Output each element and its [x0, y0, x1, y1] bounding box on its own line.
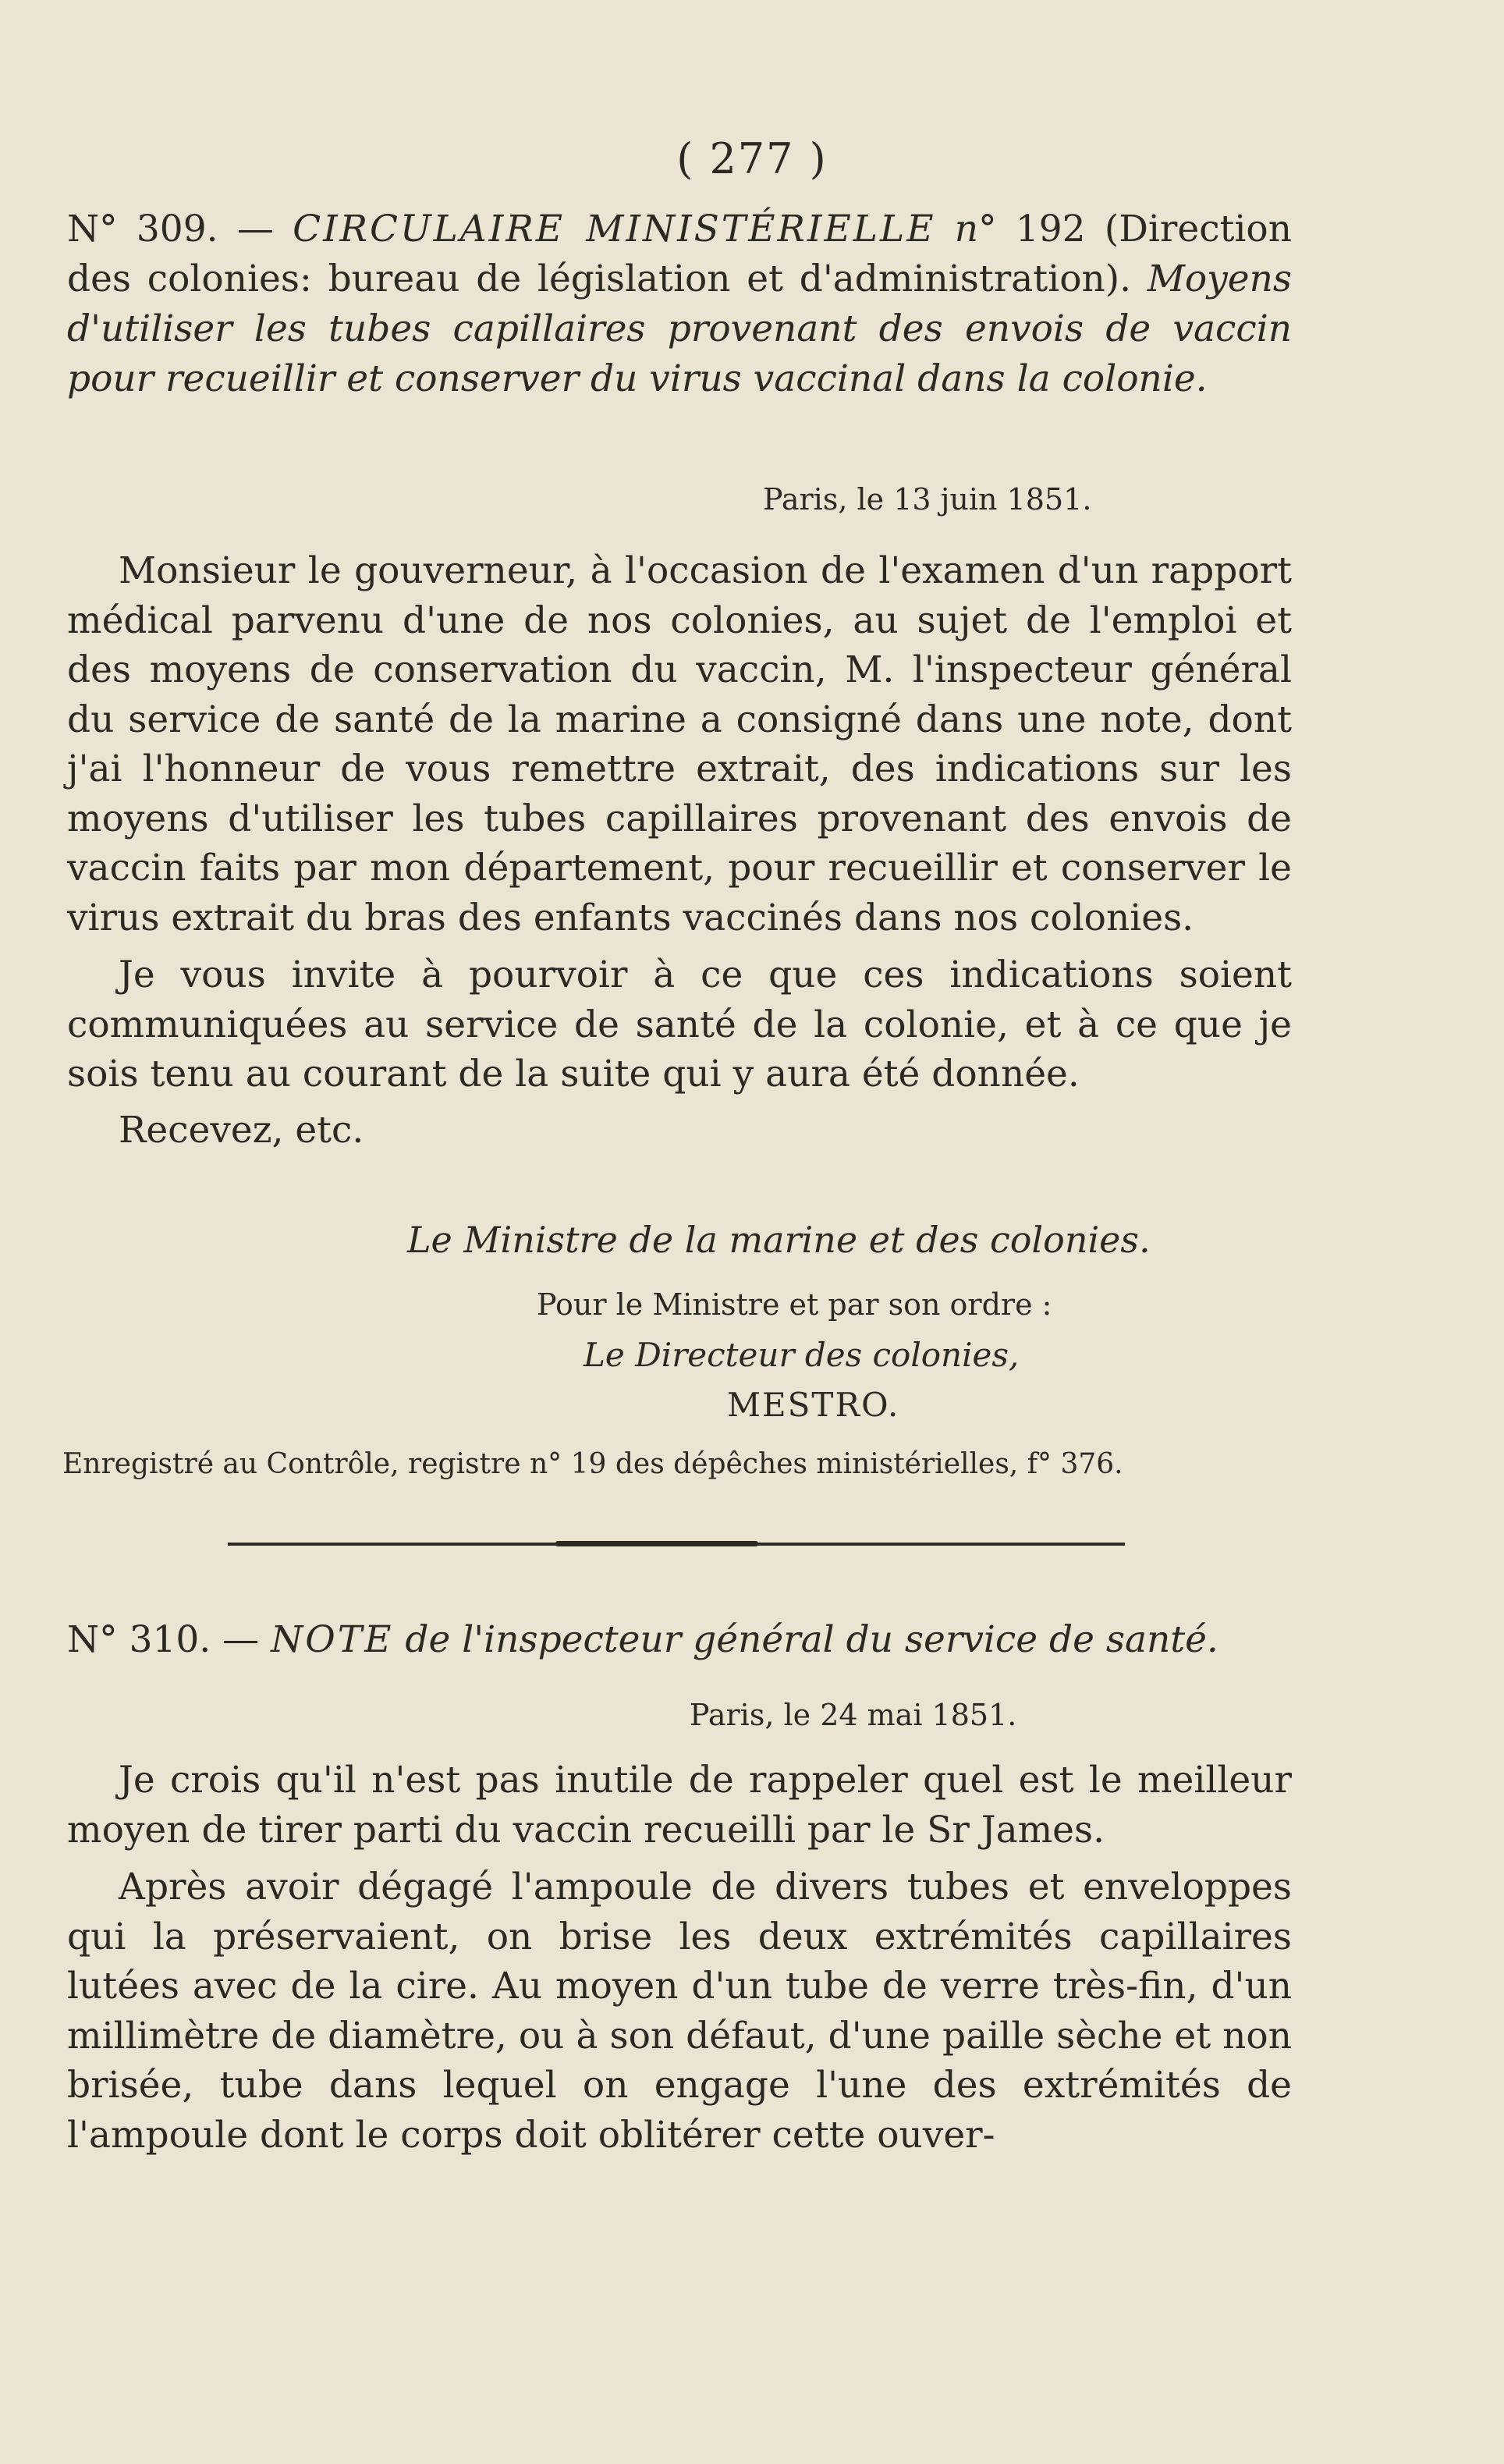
doc310-body — [67, 1756, 1292, 2160]
page-number: ( 277 ) — [676, 134, 828, 183]
doc310-heading-title: NOTE — [271, 1618, 394, 1661]
doc309-heading-subject: Moyens d'utiliser les tubes capillaires provenant des envois de vaccin pour recueillir et conserver du virus vaccinal dans la colonie. — [67, 257, 1292, 400]
doc310-heading-rest: de l'inspecteur général du service de santé. — [393, 1618, 1218, 1661]
doc309-signature-name: MESTRO. — [727, 1386, 900, 1424]
doc309-body — [67, 546, 1292, 1155]
doc310-heading-prefix: N° 310. — — [67, 1618, 271, 1661]
section-divider — [228, 1543, 1125, 1546]
doc309-heading-num-value: 192 — [1015, 208, 1086, 250]
doc309-register-note: Enregistré au Contrôle, registre n° 19 des dépêches ministérielles, f° 376. — [62, 1448, 1123, 1480]
doc310-dateline: Paris, le 24 mai 1851. — [690, 1698, 1017, 1732]
doc309-heading — [67, 204, 1292, 404]
doc309-signature-director: Le Directeur des colonies, — [584, 1336, 1020, 1374]
doc310-paragraph: Je crois qu'il n'est pas inutile de rappeler quel est le meilleur moyen de tirer parti du vaccin recueilli par le Sr James. — [67, 1759, 1292, 1852]
doc309-paragraph: Monsieur le gouverneur, à l'occasion de l'examen d'un rapport médical parvenu d'une de nos colonies, au sujet de l'emploi et des moyens de conservation du vaccin, M. l'inspecteur général du service de santé de la marine a consigné dans une note, dont j'ai l'honneur de vous remettre extrait, des indications sur les moyens d'utiliser les tubes capillaires provenant des envois de vaccin faits par mon département, pour recueillir et conserver le virus extrait du bras des enfants vaccinés dans nos colonies. — [67, 549, 1292, 939]
doc309-signature-minister: Le Ministre de la marine et des colonies. — [407, 1219, 1151, 1261]
doc310-paragraph: Après avoir dégagé l'ampoule de divers tubes et enveloppes qui la préservaient, on brise les deux extrémités capillaires lutées avec de la cire. Au moyen d'un tube de verre très-fin, d'un millimètre de diamètre, ou à son défaut, d'une paille sèche et non brisée, tube dans lequel on engage l'une des extrémités de l'ampoule dont le corps doit oblitérer cette ouver- — [67, 1866, 1292, 2157]
doc309-paragraph: Je vous invite à pourvoir à ce que ces indications soient communiquées au service de santé de la colonie, et à ce que je sois tenu au courant de la suite qui y aura été donnée. — [67, 953, 1292, 1095]
doc309-signature-order: Pour le Ministre et par son ordre : — [537, 1287, 1052, 1322]
doc309-dateline: Paris, le 13 juin 1851. — [763, 482, 1092, 517]
doc309-paragraph: Recevez, etc. — [119, 1108, 364, 1152]
doc309-heading-title: CIRCULAIRE MINISTÉRIELLE — [293, 208, 936, 250]
doc310-heading — [67, 1615, 1292, 1665]
doc309-heading-prefix: N° 309. — — [67, 208, 293, 250]
doc309-heading-num: n° — [935, 208, 1016, 250]
doc309-heading-dept: (Direction des colonies: bureau de législation et d'administration). — [67, 208, 1292, 300]
